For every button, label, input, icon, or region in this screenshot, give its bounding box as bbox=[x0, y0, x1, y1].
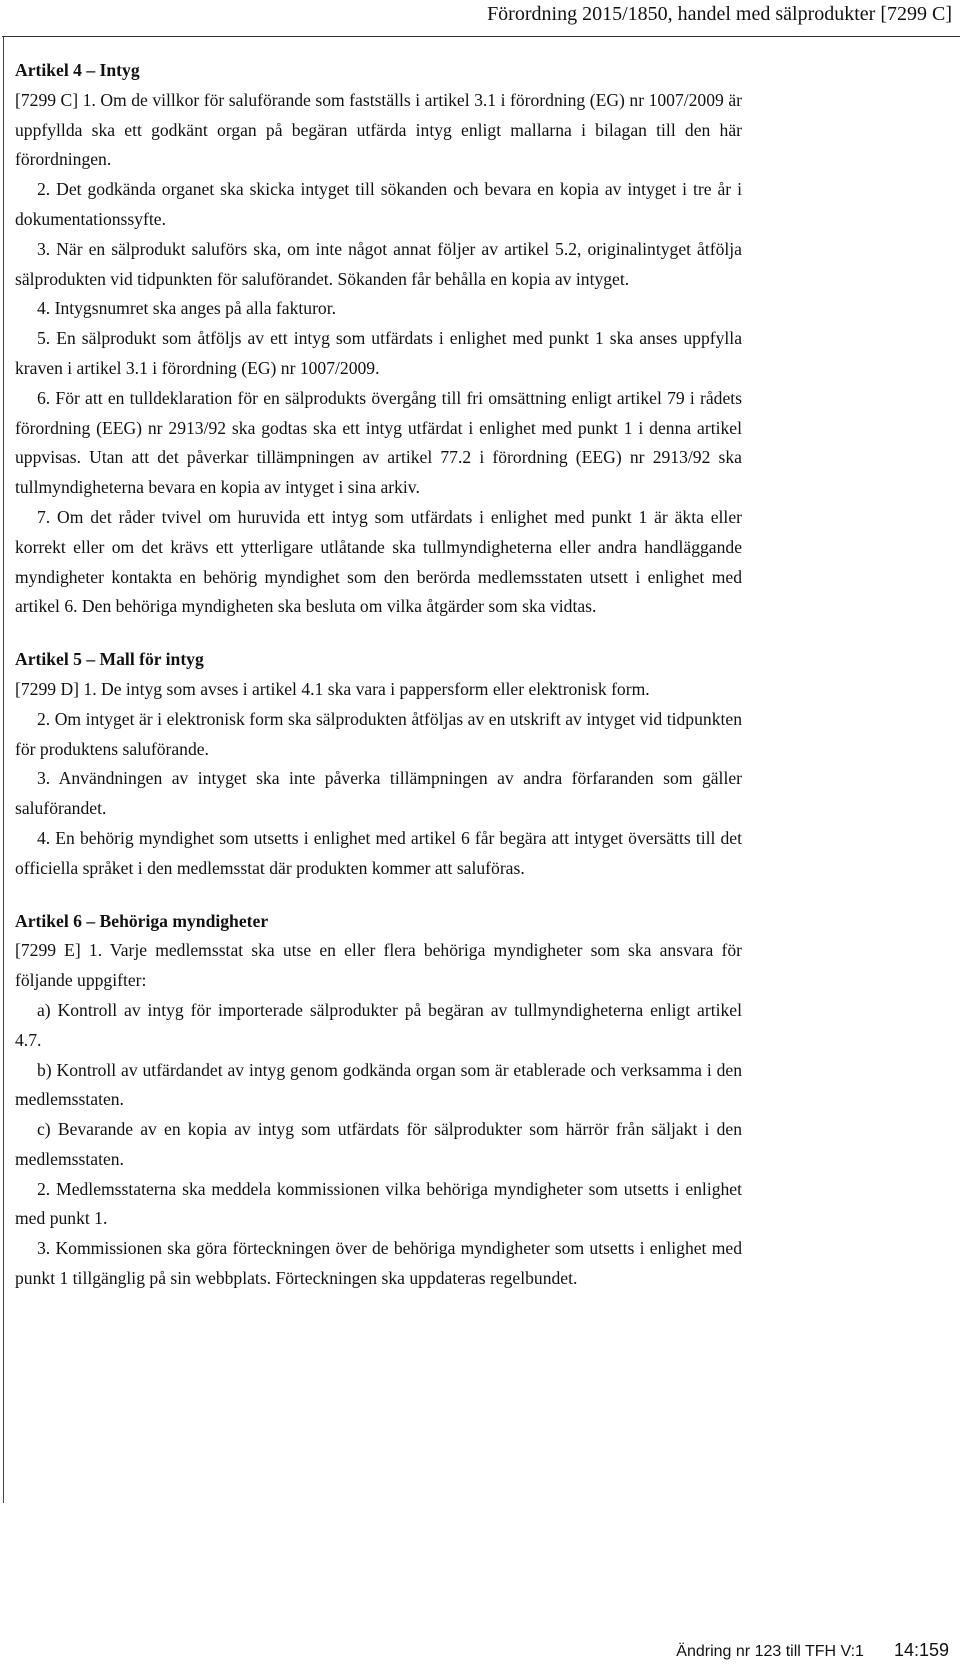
paragraph: b) Kontroll av utfärdandet av intyg genom godkända organ som är etablerade och verksamma i den medlemsstaten. bbox=[15, 1059, 742, 1110]
paragraph: 7. Om det råder tvivel om huruvida ett intyg som utfärdats i enlighet med punkt 1 är äkta eller korrekt eller om det krävs ett ytterligare utlåtande ska tullmyndigheterna eller andra handläggande myndigheter kontakta en behörig myndighet som den berörda medlemsstaten utsett i enlighet med artikel 6. Den behöriga myndigheten ska besluta om vilka åtgärder som ska vidtas. bbox=[15, 506, 742, 617]
paragraph: [7299 D] 1. De intyg som avses i artikel 4.1 ska vara i pappersform eller elektronisk form. bbox=[15, 678, 650, 699]
article-4 bbox=[15, 56, 742, 622]
running-header: Förordning 2015/1850, handel med sälprodukter [7299 C] bbox=[487, 3, 952, 25]
article-heading: Artikel 6 – Behöriga myndigheter bbox=[15, 910, 269, 931]
article-5 bbox=[15, 645, 742, 883]
paragraph: 3. När en sälprodukt saluförs ska, om inte något annat följer av artikel 5.2, originalintyget åtfölja sälprodukten vid tidpunkten för saluförandet. Sökanden får behålla en kopia av intyget. bbox=[15, 238, 742, 289]
paragraph: [7299 E] 1. Varje medlemsstat ska utse en eller flera behöriga myndigheter som ska ansvara för följande uppgifter: bbox=[15, 940, 742, 991]
paragraph: 4. En behörig myndighet som utsetts i enlighet med artikel 6 får begära att intyget översätts till det officiella språket i den medlemsstat där produkten kommer att saluföras. bbox=[15, 827, 742, 878]
paragraph: [7299 C] 1. Om de villkor för saluförande som fastställs i artikel 3.1 i förordning (EG) nr 1007/2009 är uppfyllda ska ett godkänt organ på begäran utfärda intyg enligt mallarna i bilagan till den här förordningen. bbox=[15, 89, 742, 170]
amendment-note: Ändring nr 123 till TFH V:1 bbox=[676, 1643, 864, 1660]
document-body bbox=[15, 56, 742, 1294]
paragraph: a) Kontroll av intyg för importerade sälprodukter på begäran av tullmyndigheterna enligt artikel 4.7. bbox=[15, 999, 742, 1050]
paragraph: 6. För att en tulldeklaration för en sälprodukts övergång till fri omsättning enligt artikel 79 i rådets förordning (EEG) nr 2913/92 ska godtas ska ett intyg utfärdat i enlighet med punkt 1 i denna artikel uppvisas. Utan att det påverkar tillämpningen av artikel 77.2 i förordning (EEG) nr 2913/92 ska tullmyndigheterna bevara en kopia av intyget i sina arkiv. bbox=[15, 387, 742, 498]
article-6 bbox=[15, 907, 742, 1294]
paragraph: 4. Intygsnumret ska anges på alla fakturor. bbox=[37, 298, 337, 319]
paragraph: 2. Medlemsstaterna ska meddela kommissionen vilka behöriga myndigheter som utsetts i enlighet med punkt 1. bbox=[15, 1178, 742, 1229]
header-divider bbox=[2, 36, 960, 37]
paragraph: 2. Det godkända organet ska skicka intyget till sökanden och bevara en kopia av intyget i tre år i dokumentationssyfte. bbox=[15, 179, 742, 229]
paragraph: 3. Kommissionen ska göra förteckningen över de behöriga myndigheter som utsetts i enlighet med punkt 1 tillgänglig på sin webbplats. Förteckningen ska uppdateras regelbundet. bbox=[15, 1238, 742, 1289]
paragraph: c) Bevarande av en kopia av intyg som utfärdats för sälprodukter som härrör från säljakt i den medlemsstaten. bbox=[15, 1119, 742, 1169]
article-heading: Artikel 5 – Mall för intyg bbox=[15, 649, 204, 670]
paragraph: 3. Användningen av intyget ska inte påverka tillämpningen av andra förfaranden som gäller saluförandet. bbox=[15, 768, 742, 819]
paragraph: 2. Om intyget är i elektronisk form ska sälprodukten åtföljas av en utskrift av intyget vid tidpunkten för produktens saluförande. bbox=[15, 708, 742, 759]
paragraph: 5. En sälprodukt som åtföljs av ett intyg som utfärdats i enlighet med punkt 1 ska anses uppfylla kraven i artikel 3.1 i förordning (EG) nr 1007/2009. bbox=[15, 328, 742, 378]
page-number: 14:159 bbox=[893, 1640, 949, 1660]
article-heading: Artikel 4 – Intyg bbox=[15, 60, 140, 80]
page-footer bbox=[676, 1640, 949, 1662]
margin-change-bar bbox=[3, 37, 4, 1503]
